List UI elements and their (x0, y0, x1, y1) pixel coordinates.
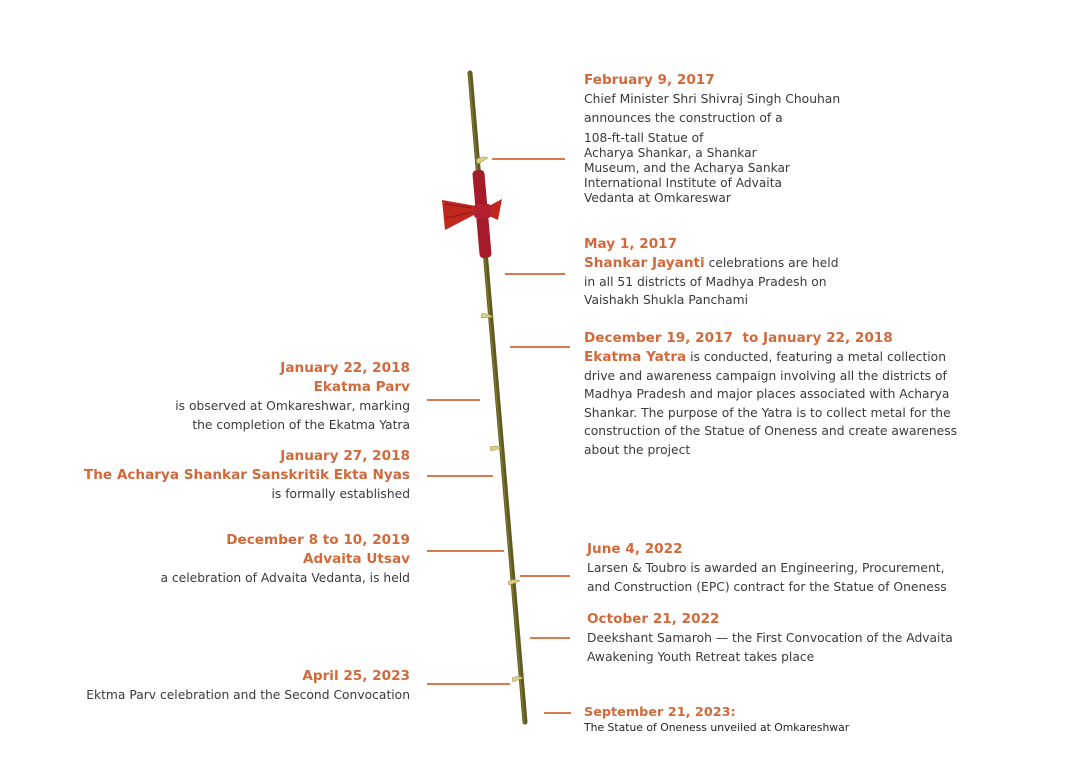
event-title: Ekatma Parv (313, 379, 410, 395)
event-date: September 21, 2023: (584, 705, 736, 720)
red-ribbon-icon (442, 170, 502, 259)
event-date: January 22, 2018 (280, 360, 410, 376)
timeline-event: January 27, 2018 The Acharya Shankar Sanskritik Ekta Nyas is formally established (83, 448, 410, 501)
connector-line (505, 273, 565, 275)
event-date: May 1, 2017 (584, 236, 678, 252)
connector-line (427, 683, 510, 685)
timeline-event: May 1, 2017 Shankar Jayanti celebrations are held in all 51 districts of Madhya Pradesh on Vaishakh Shukla Panchami (584, 236, 839, 308)
timeline-event: October 21, 2022 Deekshant Samaroh — the First Convocation of the Advaita Awakening Youth Retreat takes place (587, 611, 953, 664)
connector-line (427, 475, 493, 477)
connector-line (510, 346, 570, 348)
timeline-event: January 22, 2018 Ekatma Parv is observed at Omkareshwar, marking the completion of the Ekatma Yatra (175, 360, 410, 432)
event-date: December 19, 2017 to January 22, 2018 (584, 330, 893, 346)
timeline-event: December 8 to 10, 2019 Advaita Utsav a celebration of Advaita Vedanta, is held (160, 532, 410, 585)
event-date: February 9, 2017 (584, 72, 715, 88)
event-date: April 25, 2023 (302, 668, 410, 684)
timeline-event: September 21, 2023: The Statue of Oneness unveiled at Omkareshwar (584, 705, 850, 734)
timeline-event: June 4, 2022 Larsen & Toubro is awarded an Engineering, Procurement, and Construction (EPC) contract for the Statue of Oneness (587, 541, 947, 594)
event-date: October 21, 2022 (587, 611, 720, 627)
connector-line (544, 712, 571, 714)
connector-line (492, 158, 565, 160)
event-date: December 8 to 10, 2019 (226, 532, 410, 548)
connector-line (520, 575, 570, 577)
event-date: June 4, 2022 (587, 541, 683, 557)
timeline-event: February 9, 2017 Chief Minister Shri Shivraj Singh Chouhan announces the construction of a 108-ft-tall Statue of Acharya Shankar, a Shankar Museum, and the Acharya Sankar International Institute of Advaita Vedanta at Omkareswar (584, 72, 841, 206)
event-date: January 27, 2018 (280, 448, 410, 464)
event-highlight: Shankar Jayanti (584, 255, 705, 271)
event-title: The Acharya Shankar Sanskritik Ekta Nyas (83, 467, 410, 483)
timeline-event: April 25, 2023 Ektma Parv celebration and the Second Convocation (86, 668, 410, 702)
timeline-event: December 19, 2017 to January 22, 2018 Ekatma Yatra is conducted, featuring a metal collection drive and awareness campaign involving all the districts of Madhya Pradesh and major places associated with Acharya Shankar. The purpose of the Yatra is to collect metal for the construction of the Statue of Oneness and create awareness about the project (584, 330, 958, 457)
connector-line (530, 637, 570, 639)
connector-line (427, 550, 504, 552)
event-title: Advaita Utsav (302, 551, 410, 567)
connector-line (427, 399, 480, 401)
event-highlight: Ekatma Yatra (584, 349, 687, 365)
